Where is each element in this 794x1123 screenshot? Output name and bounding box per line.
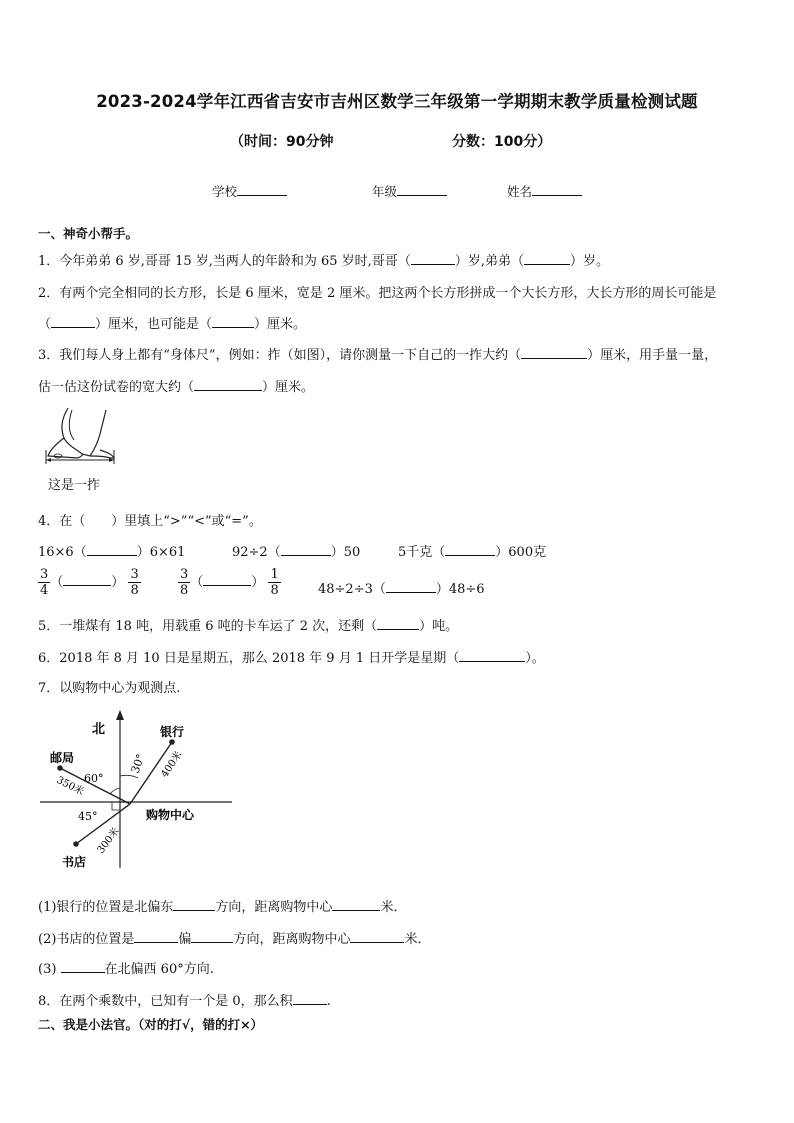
q4-r1-1-right: ）6×61 <box>136 545 186 560</box>
q7-sub2 <box>38 928 430 947</box>
name-blank[interactable] <box>532 183 582 196</box>
question-6 <box>38 647 545 666</box>
q3-text-d: ）厘米。 <box>262 380 315 395</box>
q3-text-c: 估一估这份试卷的宽大约（ <box>38 380 195 395</box>
q7-s2-text-c: 方向，距离购物中心 <box>233 932 351 947</box>
q4-r2-2-blank[interactable] <box>203 573 251 586</box>
angle-60-label: 60° <box>84 772 104 785</box>
q7-s1-text-a: (1)银行的位置是北偏东 <box>38 900 174 915</box>
grade-label: 年级 <box>372 184 398 199</box>
question-2-line1: 2．有两个完全相同的长方形，长是 6 厘米，宽是 2 厘米。把这两个长方形拼成一个大长方形，大长方形的周长可能是 <box>38 286 717 301</box>
q4-r1-3-left: 5千克（ <box>398 545 446 560</box>
section2-heading: 二、我是小法官。（对的打√，错的打×） <box>38 1017 264 1032</box>
q5-text-a: 5．一堆煤有 18 吨，用载重 6 吨的卡车运了 2 次，还剩（ <box>38 619 378 634</box>
bookstore-label: 书店 <box>62 855 87 869</box>
question-4-intro: 4．在（ ）里填上“>”“<”或“=”。 <box>38 514 262 529</box>
q8-text-a: 8．在两个乘数中，已知有一个是 0，那么积 <box>38 994 293 1009</box>
q7-s1-blank-1[interactable] <box>173 898 215 911</box>
question-5 <box>38 615 458 634</box>
fraction-1-8: $\frac{1}{8}$ <box>270 567 279 598</box>
hand-span-illustration <box>38 404 128 474</box>
q7-s2-text-a: (2)书店的位置是 <box>38 932 135 947</box>
q4-r1-2-left: 92÷2（ <box>232 545 281 560</box>
q8-blank[interactable] <box>293 992 327 1005</box>
q4-r1-2-blank[interactable] <box>281 543 331 556</box>
q5-text-b: ）吨。 <box>419 619 459 634</box>
school-field <box>212 182 287 200</box>
bank-point <box>169 739 175 745</box>
bank-label: 银行 <box>160 725 185 739</box>
q3-blank-2[interactable] <box>194 378 262 391</box>
q3-blank-1[interactable] <box>521 346 587 359</box>
q7-s2-blank-1[interactable] <box>134 930 178 943</box>
post-office-point <box>57 765 63 771</box>
q8-text-b: . <box>326 994 331 1009</box>
q6-blank[interactable] <box>459 649 525 662</box>
north-arrow-icon <box>116 710 124 720</box>
post-office-label: 邮局 <box>50 751 75 765</box>
q4-r1-3-blank[interactable] <box>445 543 495 556</box>
grade-field <box>372 182 447 200</box>
q7-s1-text-b: 方向，距离购物中心 <box>215 900 333 915</box>
q7-s2-blank-2[interactable] <box>191 930 233 943</box>
fraction-3-8-b: $\frac{3}{8}$ <box>180 567 189 598</box>
exam-time: （时间：90分钟 <box>230 134 334 150</box>
q4-r1-3-right: ）600克 <box>495 545 547 560</box>
name-label: 姓名 <box>507 184 533 199</box>
direction-diagram <box>38 706 248 872</box>
q1-text-a: 1．今年弟弟 6 岁,哥哥 15 岁,当两人的年龄和为 65 岁时,哥哥（ <box>38 254 411 269</box>
q4-row1-item2 <box>232 541 360 560</box>
question-2-line2 <box>38 313 306 332</box>
q4-row2-item2: $\frac{3}{8}$ （ ） $\frac{1}{8}$ <box>180 567 279 598</box>
bookstore-point <box>73 841 79 847</box>
fraction-3-8-a: $\frac{3}{8}$ <box>130 567 139 598</box>
question-7-intro: 7．以购物中心为观测点. <box>38 681 181 696</box>
angle-45-label: 45° <box>78 810 98 823</box>
exam-score: 分数：100分） <box>452 134 552 150</box>
q7-s3-blank[interactable] <box>61 960 105 973</box>
q7-s3-text-a: (3) <box>38 962 61 977</box>
q4-row2-item1: $\frac{3}{4}$ （ ） $\frac{3}{8}$ <box>40 567 139 598</box>
q2-blank-1[interactable] <box>51 315 95 328</box>
q3-text-b: ）厘米，用手量一量， <box>587 348 718 363</box>
q2-text-c: ）厘米。 <box>254 317 307 332</box>
distance-350-label: 350米 <box>54 774 86 798</box>
q6-text-b: ）。 <box>525 651 545 666</box>
q4-r2-1-blank[interactable] <box>63 573 111 586</box>
q5-blank[interactable] <box>377 617 419 630</box>
school-label: 学校 <box>212 184 238 199</box>
q7-s2-text-d: 米． <box>404 932 431 947</box>
q3-text-a: 3．我们每人身上都有“身体尺”，例如：拃（如图），请你测量一下自己的一拃大约（ <box>38 348 522 363</box>
q7-s2-text-b: 偏 <box>178 932 192 947</box>
q7-s1-blank-2[interactable] <box>332 898 380 911</box>
question-8 <box>38 990 331 1009</box>
name-field <box>507 182 582 200</box>
angle-30-label: 30° <box>128 752 148 776</box>
fraction-3-4: $\frac{3}{4}$ <box>40 567 49 598</box>
q4-r2-3-left: 48÷2÷3（ <box>318 582 386 597</box>
question-3-line1 <box>38 344 717 363</box>
q1-blank-2[interactable] <box>524 252 570 265</box>
q4-row1-item1 <box>38 541 185 560</box>
distance-300-label: 300米 <box>95 825 122 856</box>
section1-heading: 一、神奇小帮手。 <box>38 226 139 241</box>
q6-text-a: 6．2018 年 8 月 10 日是星期五，那么 2018 年 9 月 1 日开学是星期（ <box>38 651 460 666</box>
q7-sub1 <box>38 896 406 915</box>
q1-blank-1[interactable] <box>411 252 455 265</box>
question-3-line2 <box>38 376 314 395</box>
hand-span-caption: 这是一拃 <box>48 478 101 493</box>
q4-r2-3-right: ）48÷6 <box>435 582 485 597</box>
north-label: 北 <box>92 722 106 737</box>
q4-row2-item3 <box>318 578 485 597</box>
q2-blank-2[interactable] <box>212 315 254 328</box>
q4-row1-item3 <box>398 541 546 560</box>
q4-r1-2-right: ）50 <box>330 545 361 560</box>
q4-r1-1-left: 16×6（ <box>38 545 87 560</box>
q7-s3-text-b: 在北偏西 60°方向. <box>104 962 214 977</box>
q4-r1-1-blank[interactable] <box>87 543 137 556</box>
q7-s1-text-c: 米． <box>380 900 407 915</box>
q7-sub3 <box>38 958 214 977</box>
distance-400-label: 400米 <box>159 749 185 780</box>
shopping-center-label: 购物中心 <box>146 808 195 822</box>
school-blank[interactable] <box>237 183 287 196</box>
q1-text-c: ）岁。 <box>569 254 609 269</box>
page-title: 2023-2024学年江西省吉安市吉州区数学三年级第一学期期末教学质量检测试题 <box>96 92 698 111</box>
question-1 <box>38 250 609 269</box>
q2-text-a: （ <box>38 317 52 332</box>
q1-text-b: ）岁,弟弟（ <box>454 254 524 269</box>
q2-text-b: ）厘米，也可能是（ <box>95 317 213 332</box>
q4-r2-3-blank[interactable] <box>386 580 436 593</box>
grade-blank[interactable] <box>397 183 447 196</box>
q7-s2-blank-3[interactable] <box>350 930 404 943</box>
